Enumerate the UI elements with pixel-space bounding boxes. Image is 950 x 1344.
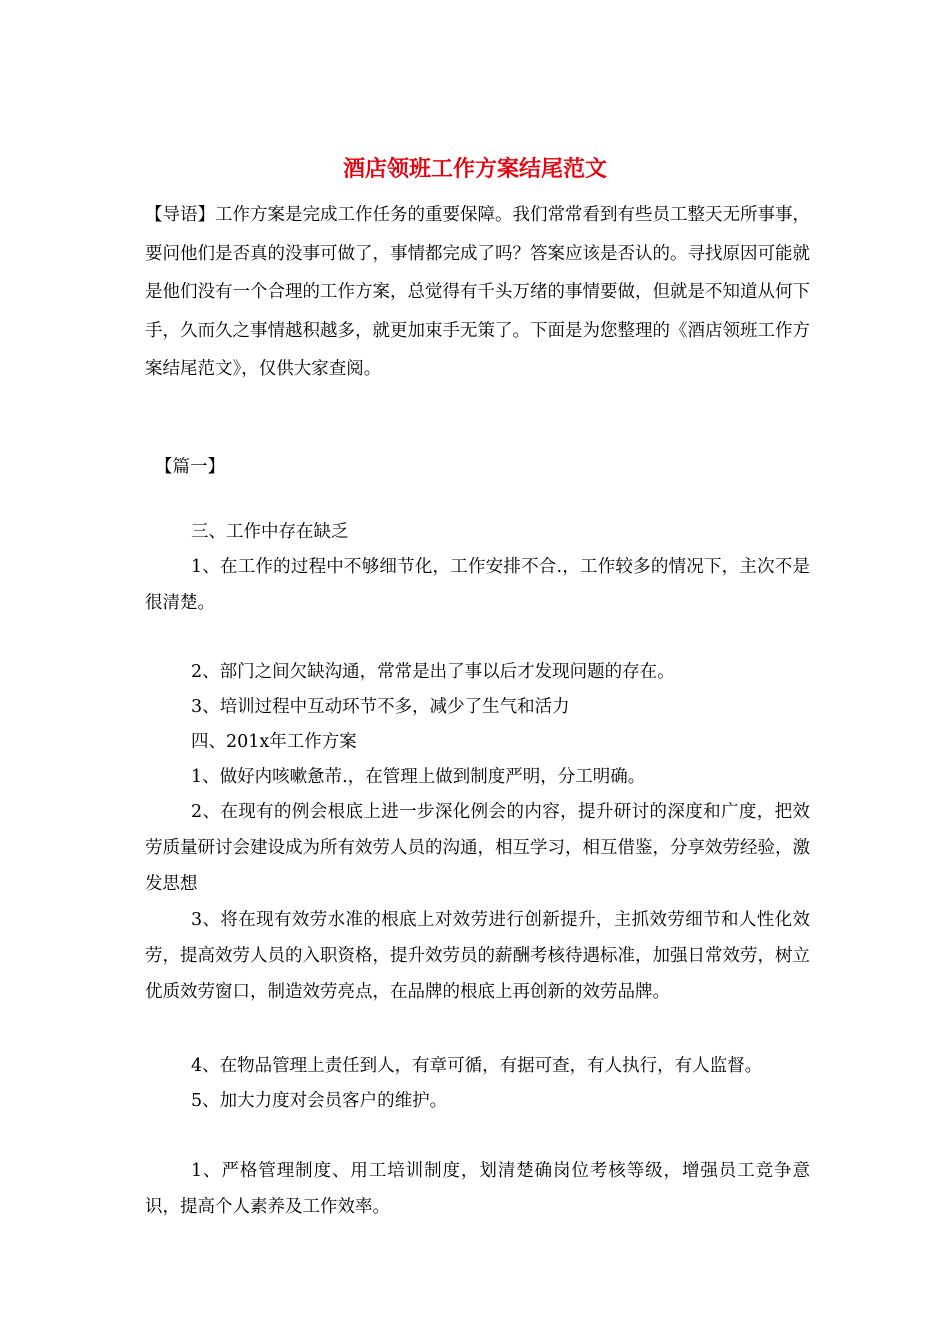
- extra-item-1: 1、严格管理制度、用工培训制度，划清楚确岗位考核等级，增强员工竞争意识，提高个人素养及工作效率。: [145, 1161, 810, 1217]
- plan-item-4: 4、在物品管理上责任到人，有章可循，有据可查，有人执行，有人监督。: [191, 1056, 763, 1076]
- plan-item-1: 1、做好内咳嗽惫芾.，在管理上做到制度严明，分工明确。: [191, 767, 646, 787]
- heading-work-plan: 四、201x年工作方案: [191, 732, 357, 752]
- plan-item-3: 3、将在现有效劳水准的根底上对效劳进行创新提升，主抓效劳细节和人性化效劳，提高效劳人员的入职资格，提升效劳员的薪酬考核待遇标准，加强日常效劳，树立优质效劳窗口，制造效劳亮点，在品牌的根底上再创新的效劳品牌。: [145, 910, 810, 1002]
- section-label: 【篇一】: [155, 457, 225, 477]
- heading-shortcomings: 三、工作中存在缺乏: [191, 522, 349, 542]
- issue-item-3: 3、培训过程中互动环节不多，减少了生气和活力: [191, 697, 570, 717]
- plan-item-2: 2、在现有的例会根底上进一步深化例会的内容，提升研讨的深度和广度，把效劳质量研讨会建设成为所有效劳人员的沟通，相互学习，相互借鉴，分享效劳经验，激发思想: [145, 802, 810, 894]
- issue-item-2: 2、部门之间欠缺沟通，常常是出了事以后才发现问题的存在。: [191, 662, 675, 682]
- issue-item-1: 1、在工作的过程中不够细节化，工作安排不合.，工作较多的情况下，主次不是很清楚。: [145, 557, 810, 613]
- plan-item-5: 5、加大力度对会员客户的维护。: [191, 1091, 448, 1111]
- document-title: 酒店领班工作方案结尾范文: [342, 156, 607, 182]
- intro-paragraph: 【导语】工作方案是完成工作任务的重要保障。我们常常看到有些员工整天无所事事，要问他们是否真的没事可做了，事情都完成了吗？答案应该是否认的。寻找原因可能就是他们没有一个合理的工作方案，总觉得有千头万绪的事情要做，但就是不知道从何下手，久而久之事情越积越多，就更加束手无策了。下面是为您整理的《酒店领班工作方案结尾范文》，仅供大家查阅。: [145, 205, 810, 380]
